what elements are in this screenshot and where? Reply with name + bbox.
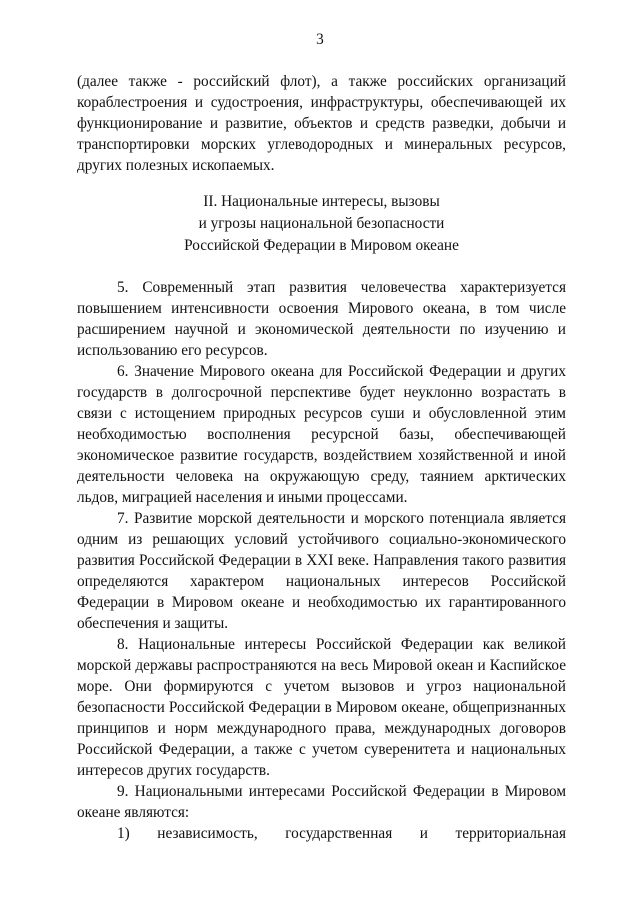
list-item-1	[77, 823, 566, 844]
section-heading-line-1: II. Национальные интересы, вызовы	[203, 193, 440, 210]
paragraph-9: 9. Национальными интересами Российской Федерации в Мировом океане являются:	[77, 783, 566, 821]
intro-paragraph: (далее также - российский флот), а также российских организаций кораблестроения и судостроения, инфраструктуры, обеспечивающей их функционирование и развитие, объектов и средств разведки, добычи и транспортировки морских углеводородных и минеральных ресурсов, других полезных ископаемых.	[77, 73, 566, 174]
section-heading-line-2: и угрозы национальной безопасности	[198, 215, 445, 232]
paragraph-5: 5. Современный этап развития человечества характеризуется повышением интенсивности освоения Мирового океана, в том числе расширением научной и экономической деятельности по изучению и использованию его ресурсов.	[77, 279, 566, 359]
paragraph-8: 8. Национальные интересы Российской Федерации как великой морской державы распространяются на весь Мировой океан и Каспийское море. Они формируются с учетом вызовов и угроз национальной безопасности Российской Федерации в Мировом океане, общепризнанных принципов и норм международного права, международных договоров Российской Федерации, а также с учетом суверенитета и национальных интересов других государств.	[77, 636, 566, 779]
list-item-word: и	[419, 825, 428, 842]
list-item-word: 1)	[117, 825, 130, 842]
list-item-word: независимость,	[157, 825, 258, 842]
list-item-word: территориальная	[455, 825, 566, 842]
page-number: 3	[316, 31, 324, 48]
list-item-word: государственная	[285, 825, 393, 842]
document-body	[77, 71, 566, 844]
paragraph-7: 7. Развитие морской деятельности и морского потенциала является одним из решающих условий устойчивого социально-экономического развития Российской Федерации в XXI веке. Направления такого развития определяются характером национальных интересов Российской Федерации в Мировом океане и необходимостью их гарантированного обеспечения и защиты.	[77, 510, 566, 632]
section-heading-line-3: Российской Федерации в Мировом океане	[184, 237, 459, 254]
section-heading	[77, 191, 566, 257]
paragraph-6: 6. Значение Мирового океана для Российской Федерации и других государств в долгосрочной перспективе будет неуклонно возрастать в связи с истощением природных ресурсов суши и обусловленной этим необходимостью восполнения ресурсной базы, обеспечивающей экономическое развитие государств, воздействием хозяйственной и иной деятельности человека на окружающую среду, таянием арктических льдов, миграцией населения и иными процессами.	[77, 363, 566, 506]
